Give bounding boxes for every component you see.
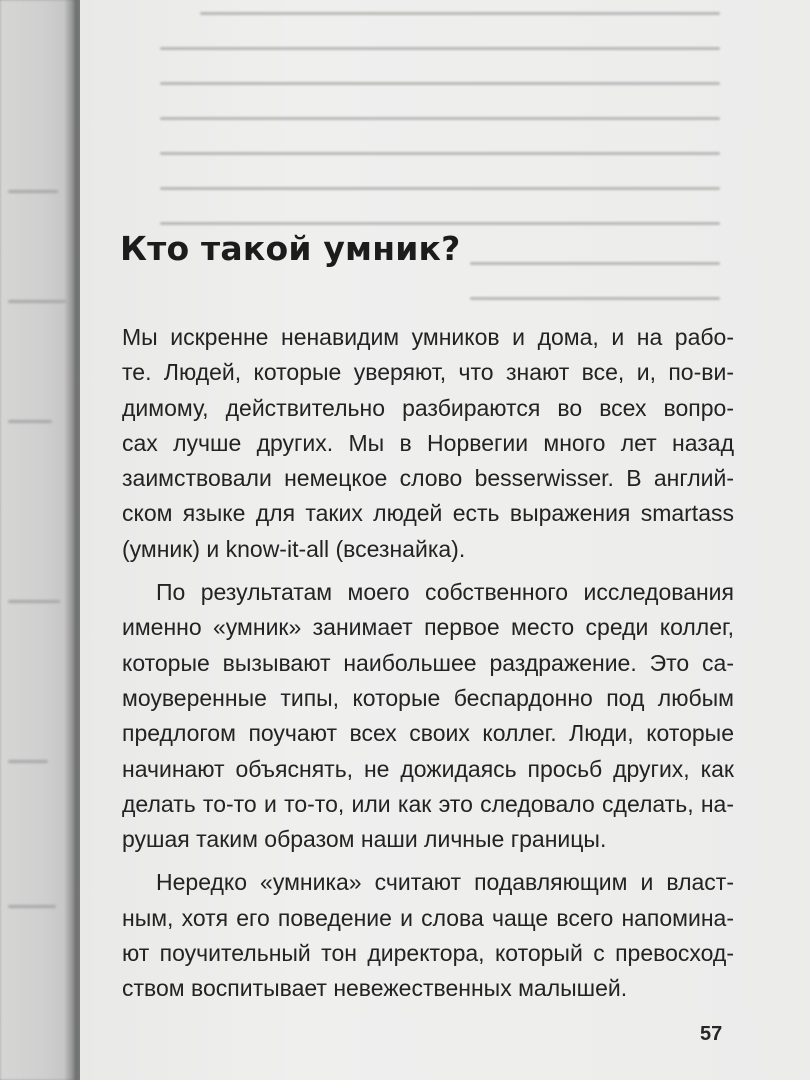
left-page-text (8, 760, 48, 763)
text-line: (умник) и know-it-all (всезнайка). (122, 535, 466, 562)
left-page-text (8, 600, 60, 603)
text-line: заимствовали немецкое слово besserwisser. В англий- (122, 465, 734, 492)
text-line: предлогом поучают всех своих коллег. Люди, которые (122, 720, 734, 747)
section-heading: Кто такой умник? (120, 229, 461, 268)
text-line: те. Людей, которые уверяют, что знают все, и, по-ви- (122, 359, 734, 386)
body-text (122, 320, 734, 1015)
text-line: Нередко «умника» считают подавляющим и власт- (156, 869, 734, 896)
text-line: моуверенные типы, которые беспардонно под любым (122, 684, 734, 711)
text-line: ным, хотя его поведение и слова чаще всего напомина- (122, 904, 734, 931)
text-line: По результатам моего собственного исследования (156, 579, 734, 606)
paragraph (122, 865, 734, 1006)
left-page-text (8, 190, 58, 193)
left-page (0, 0, 74, 1080)
text-line: начинают объяснять, не дожидаясь просьб других, как (122, 755, 734, 782)
left-page-text (8, 300, 66, 303)
text-line: сах лучше других. Мы в Норвегии много лет назад (122, 429, 734, 456)
text-line: которые вызывают наибольшее раздражение. Это са- (122, 649, 734, 676)
text-line: делать то-то и то-то, или как это следовало сделать, на- (122, 790, 734, 817)
show-through-text (120, 0, 720, 330)
text-line: димому, действительно разбираются во всех вопро- (122, 394, 734, 421)
text-line: рушая таким образом наши личные границы. (122, 826, 607, 853)
paragraph (122, 575, 734, 857)
text-line: Мы искренне ненавидим умников и дома, и на рабо- (122, 324, 734, 350)
left-page-text (8, 420, 52, 423)
paragraph (122, 320, 734, 567)
left-page-text (8, 905, 56, 908)
text-line: ском языке для таких людей есть выражения smartass (122, 500, 734, 527)
text-line: именно «умник» занимает первое место среди коллег, (122, 614, 734, 641)
page-number: 57 (700, 1023, 723, 1045)
text-line: ством воспитывает невежественных малышей. (122, 975, 628, 1002)
text-line: ют поучительный тон директора, который с превосход- (122, 940, 734, 967)
